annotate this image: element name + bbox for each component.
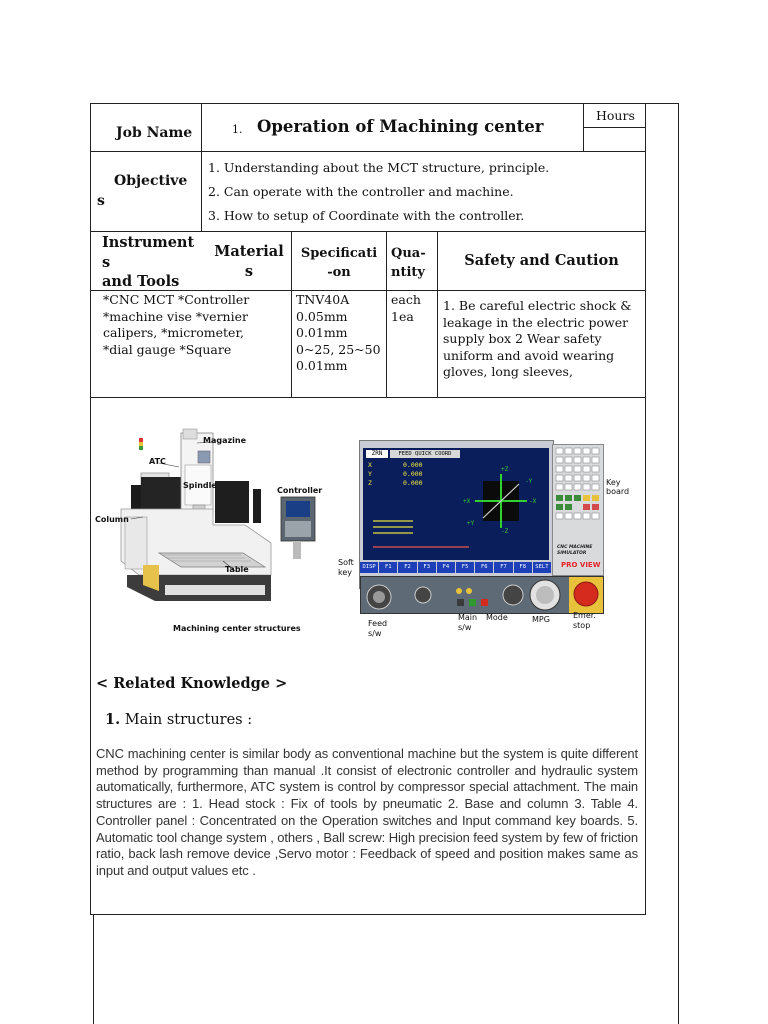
magazine-label: Magazine: [203, 436, 247, 445]
spindle-label: Spindle: [183, 481, 217, 490]
axis-ny: -Y: [525, 478, 533, 485]
mpg-callout: MPG: [532, 615, 550, 624]
mode-callout: Mode: [486, 613, 508, 622]
keyboard-panel: [552, 444, 604, 576]
softkey-button: F2: [398, 562, 416, 573]
softkey-button: DISP: [360, 562, 378, 573]
operation-panel: [360, 576, 604, 614]
objective-label: Objective: [114, 173, 188, 189]
feed-switch-callout: Feed s/w: [368, 619, 388, 638]
specification-cell: TNV40A 0.05mm 0.01mm 0~25, 25~50 0.01mm: [296, 292, 381, 373]
materials-header: Material s: [214, 243, 284, 280]
atc-label: ATC: [149, 457, 166, 466]
subsection-heading: 1. Main structures :: [105, 711, 253, 728]
axis-pz: +Z: [501, 466, 509, 473]
softkey-button: F3: [418, 562, 436, 573]
job-title: Operation of Machining center: [257, 117, 544, 136]
softkey-button: F5: [456, 562, 474, 573]
instruments-header: Instrument s and Tools: [102, 234, 195, 290]
figure-caption: Machining center structures: [173, 624, 301, 633]
operation-panel-controls: [361, 577, 603, 613]
screen-tabs: FEED QUICK COORD: [390, 450, 460, 458]
axis-py: +Y: [467, 520, 475, 527]
quantity-header: Qua- ntity: [391, 246, 426, 280]
objective-label-suffix: s: [97, 193, 105, 209]
keyboard-callout: Key board: [606, 478, 630, 496]
objective-item: 3. How to setup of Coordinate with the controller.: [208, 208, 525, 223]
section-heading: < Related Knowledge >: [96, 675, 288, 692]
machining-center-figure: [95, 425, 331, 637]
mode-indicator: ZRN: [366, 450, 388, 458]
axis-nx: -X: [529, 498, 537, 505]
machining-center-illustration: [95, 425, 331, 637]
brand-logo: PRO VIEW: [561, 561, 601, 569]
softkey-button: F8: [514, 562, 532, 573]
job-number: 1.: [232, 123, 243, 136]
main-switch-callout: Main s/w: [458, 613, 478, 632]
softkey-button: F6: [475, 562, 493, 573]
hours-label: Hours: [596, 108, 635, 123]
job-name-label: Job Name: [116, 125, 193, 141]
table-label: Table: [225, 565, 249, 574]
softkey-button: F7: [494, 562, 512, 573]
axis-nz: -Z: [501, 528, 509, 535]
safety-header: Safety and Caution: [464, 252, 619, 269]
objective-item: 2. Can operate with the controller and machine.: [208, 184, 514, 199]
emergency-stop-callout: Emer. stop: [573, 611, 596, 630]
softkey-button: F1: [379, 562, 397, 573]
softkey-button: F4: [437, 562, 455, 573]
objective-item: 1. Understanding about the MCT structure, principle.: [208, 160, 550, 175]
axis-px: +X: [463, 498, 471, 505]
body-paragraph: CNC machining center is similar body as conventional machine but the system is quite different method by programming than manual .It consist of electronic controller and hydraulic system automatically, furthermore, ATC system is control by compressor special attachment. The main structures are : 1. Head stock : Fix of tools by pneumatic 2. Base and column 3. Table 4. Controller panel : Concentrated on the Operation switches and Input command key boards. 5. Automatic tool change system , others , Ball screw: High precision feed system by few of friction ratio, back lash remove device ,Servo motor : Feedback of speed and position makes same as input and output values etc .: [96, 746, 638, 878]
softkey-callout: Soft key: [338, 558, 354, 577]
cnc-simulator-figure: [336, 440, 636, 640]
controller-label: Controller: [277, 486, 323, 495]
safety-cell: 1. Be careful electric shock & leakage in the electric power supply box 2 Wear safety uniform and avoid wearing gloves, long sleeves,: [443, 298, 632, 379]
instruments-cell: *CNC MCT *Controller *machine vise *vernier calipers, *micrometer, *dial gauge *Square: [103, 292, 250, 357]
softkey-button: SELT: [533, 562, 551, 573]
softkey-row: [360, 562, 551, 573]
axis-values: 0.000 0.000 0.000: [403, 461, 423, 487]
column-label: Column: [95, 515, 129, 524]
axis-letters: X Y Z: [368, 461, 372, 487]
monitor-screen: [363, 448, 549, 560]
keyboard-keys: [553, 445, 603, 533]
specification-header: Specificati -on: [300, 246, 378, 280]
simulator-label: CNC MACHINE SIMULATOR: [557, 545, 593, 556]
quantity-cell: each 1ea: [391, 292, 421, 324]
